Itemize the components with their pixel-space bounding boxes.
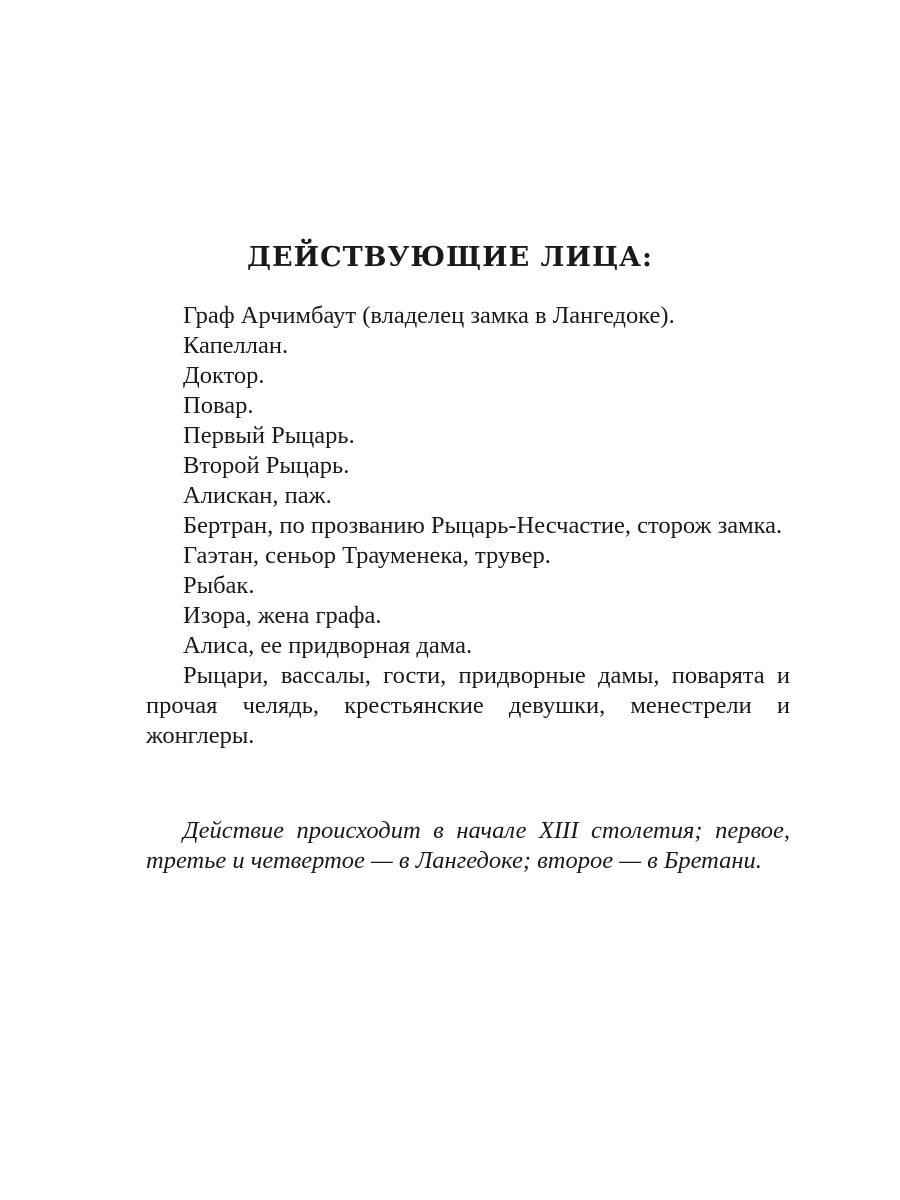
cast-item: Алиса, ее придворная дама.: [183, 632, 473, 659]
cast-item: Граф Арчимбаут (владелец замка в Лангедоке).: [183, 302, 675, 329]
cast-item: Повар.: [183, 392, 254, 419]
cast-item: Первый Рыцарь.: [183, 422, 355, 449]
cast-item: Изора, жена графа.: [183, 602, 382, 629]
cast-item: Рыцари, вассалы, гости, придворные дамы, поварята и прочая челядь, крестьянские девушки, менестрели и жонглеры.: [146, 662, 790, 749]
cast-item: Доктор.: [183, 362, 265, 389]
cast-item: Гаэтан, сеньор Трауменека, трувер.: [183, 542, 551, 569]
cast-list: [146, 301, 790, 751]
cast-item: Капеллан.: [183, 332, 289, 359]
setting-note: Действие происходит в начале XIII столетия; первое, третье и четвертое — в Лангедоке; второе — в Бретани.: [146, 817, 790, 874]
cast-item: Рыбак.: [183, 572, 255, 599]
page-title: ДЕЙСТВУЮЩИЕ ЛИЦА:: [247, 242, 653, 273]
cast-item: Бертран, по прозванию Рыцарь-Несчастие, сторож замка.: [183, 512, 783, 539]
cast-item: Второй Рыцарь.: [183, 452, 350, 479]
cast-item: Алискан, паж.: [183, 482, 332, 509]
